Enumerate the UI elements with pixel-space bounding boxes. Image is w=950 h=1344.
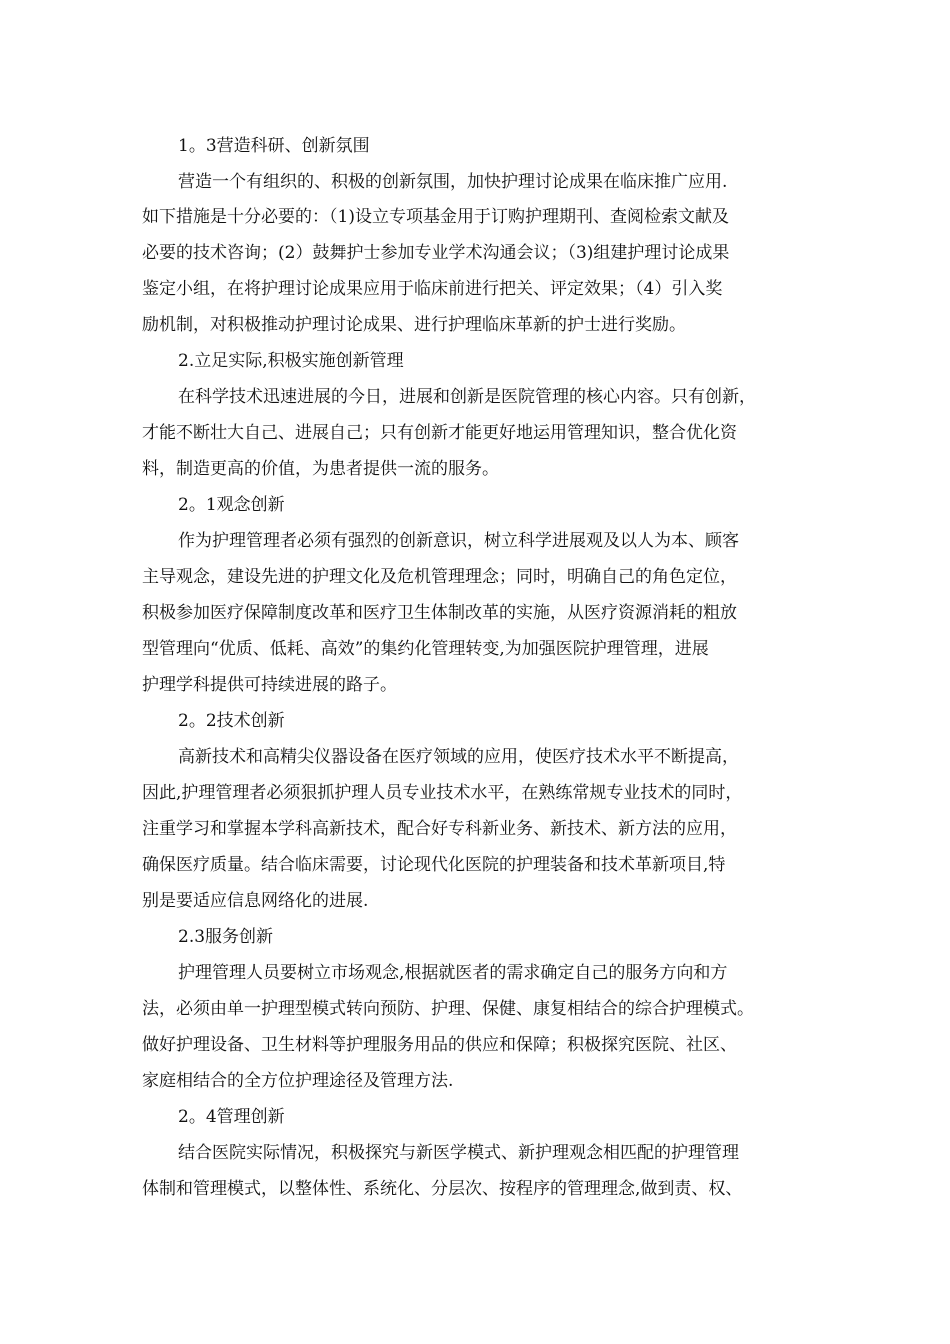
paragraph-line: 励机制，对积极推动护理讨论成果、进行护理临床革新的护士进行奖励。: [142, 315, 686, 335]
paragraph-line: 如下措施是十分必要的：（1)设立专项基金用于订购护理期刊、查阅检索文献及: [142, 207, 729, 227]
paragraph-line: 确保医疗质量。结合临床需要，讨论现代化医院的护理装备和技术革新项目,特: [142, 855, 726, 875]
paragraph-line: 结合医院实际情况，积极探究与新医学模式、新护理观念相匹配的护理管理: [178, 1143, 739, 1163]
paragraph-line: 主导观念，建设先进的护理文化及危机管理理念；同时，明确自己的角色定位，: [142, 567, 737, 587]
paragraph-line: 高新技术和高精尖仪器设备在医疗领域的应用，使医疗技术水平不断提高，: [178, 747, 739, 767]
paragraph-line: 法，必须由单一护理型模式转向预防、护理、保健、康复相结合的综合护理模式。: [142, 999, 754, 1019]
section-heading-2-1: 2。1观念创新: [178, 495, 285, 515]
paragraph-line: 型管理向“优质、低耗、高效”的集约化管理转变,为加强医院护理管理，进展: [142, 639, 709, 659]
paragraph-line: 做好护理设备、卫生材料等护理服务用品的供应和保障；积极探究医院、社区、: [142, 1035, 737, 1055]
section-heading-1-3: 1。3营造科研、创新氛围: [178, 136, 370, 156]
paragraph-line: 护理管理人员要树立市场观念,根据就医者的需求确定自己的服务方向和方: [178, 963, 728, 983]
section-heading-2: 2.立足实际,积极实施创新管理: [178, 351, 404, 371]
paragraph-line: 才能不断壮大自己、进展自己；只有创新才能更好地运用管理知识，整合优化资: [142, 423, 737, 443]
paragraph-line: 别是要适应信息网络化的进展.: [142, 891, 369, 911]
paragraph-line: 体制和管理模式，以整体性、系统化、分层次、按程序的管理理念,做到责、权、: [142, 1179, 743, 1199]
section-heading-2-4: 2。4管理创新: [178, 1107, 285, 1127]
paragraph-line: 作为护理管理者必须有强烈的创新意识，树立科学进展观及以人为本、顾客: [178, 531, 739, 551]
paragraph-line: 鉴定小组，在将护理讨论成果应用于临床前进行把关、评定效果；（4）引入奖: [142, 279, 723, 299]
section-heading-2-3: 2.3服务创新: [178, 927, 274, 947]
paragraph-line: 因此,护理管理者必须狠抓护理人员专业技术水平，在熟练常规专业技术的同时，: [142, 783, 743, 803]
paragraph-line: 家庭相结合的全方位护理途径及管理方法.: [142, 1071, 454, 1091]
paragraph-line: 在科学技术迅速进展的今日，进展和创新是医院管理的核心内容。只有创新，: [178, 387, 756, 407]
paragraph-line: 必要的技术咨询；(2）鼓舞护士参加专业学术沟通会议；（3)组建护理讨论成果: [142, 243, 730, 263]
paragraph-line: 护理学科提供可持续进展的路子。: [142, 675, 397, 695]
paragraph-line: 注重学习和掌握本学科高新技术，配合好专科新业务、新技术、新方法的应用，: [142, 819, 737, 839]
paragraph-line: 料，制造更高的价值，为患者提供一流的服务。: [142, 459, 499, 479]
section-heading-2-2: 2。2技术创新: [178, 711, 285, 731]
paragraph-line: 营造一个有组织的、积极的创新氛围，加快护理讨论成果在临床推广应用.: [178, 172, 728, 192]
paragraph-line: 积极参加医疗保障制度改革和医疗卫生体制改革的实施，从医疗资源消耗的粗放: [142, 603, 737, 623]
